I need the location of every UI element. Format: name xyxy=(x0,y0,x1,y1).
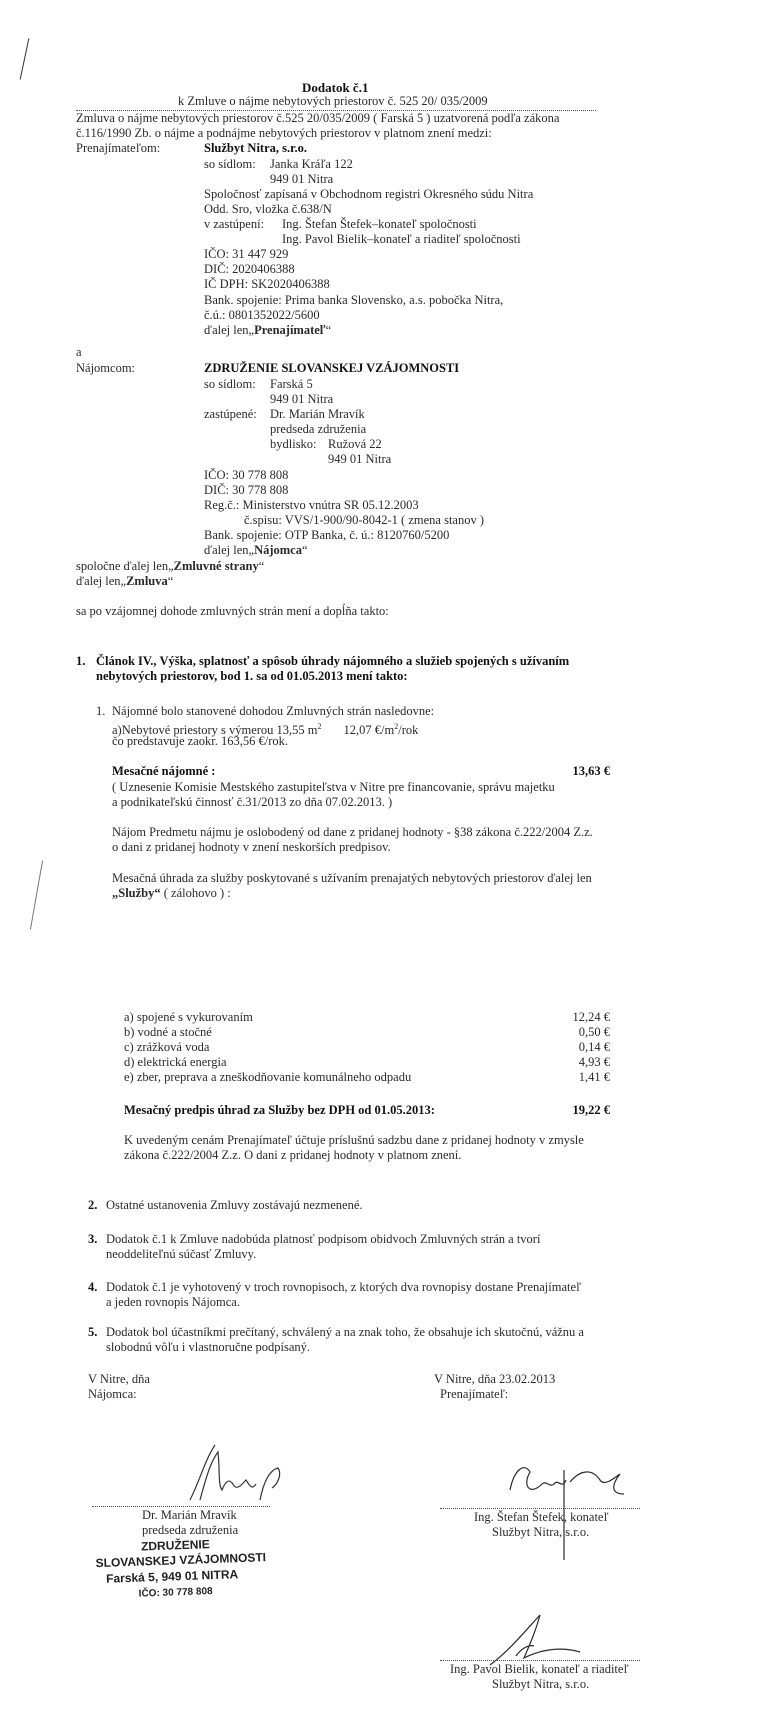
article-1-sub-number: 1. xyxy=(96,704,106,718)
landlord-signer-2-org: Službyt Nitra, s.r.o. xyxy=(492,1677,590,1691)
service-row: e) zber, preprava a zneškodňovanie komunálneho odpadu xyxy=(124,1070,412,1084)
landlord-dic: DIČ: 2020406388 xyxy=(204,262,295,276)
left-role: Nájomca: xyxy=(88,1387,137,1401)
price-note-1: K uvedeným cenám Prenajímateľ účtuje príslušnú sadzbu dane z pridanej hodnoty v zmysle xyxy=(124,1133,584,1147)
service-row: b) vodné a stočné xyxy=(124,1025,212,1039)
clause-number: 3. xyxy=(88,1232,98,1246)
intro-line-1: Zmluva o nájme nebytových priestorov č.525 20/035/2009 ( Farská 5 ) uzatvorená podľa zákona xyxy=(76,111,560,125)
landlord-signature-2 xyxy=(480,1610,600,1670)
parties-line-2: ďalej len„Zmluva“ xyxy=(76,574,174,588)
tenant-city: 949 01 Nitra xyxy=(270,392,334,406)
landlord-icdph: IČ DPH: SK2020406388 xyxy=(204,277,330,291)
landlord-registry-2: Odd. Sro, vložka č.638/N xyxy=(204,202,332,216)
tenant-rep-name: Dr. Marián Mravík xyxy=(270,407,365,421)
resolution-line-2: a podnikateľskú činnosť č.31/2013 zo dňa 07.02.2013. ) xyxy=(112,795,393,809)
landlord-street: Janka Kráľa 122 xyxy=(270,157,353,171)
tenant-signature-line xyxy=(92,1506,270,1507)
article-1-sub-line-2: a)Nebytové priestory s výmerou 13,55 $m^2$ 12,07 $€/m^2$/rok xyxy=(112,722,419,738)
landlord-bank-1: Bank. spojenie: Prima banka Slovensko, a.s. pobočka Nitra, xyxy=(204,293,504,307)
tenant-reg-2: č.spisu: VVS/1-900/90-8042-1 ( zmena stanov ) xyxy=(244,513,485,527)
service-row: a) spojené s vykurovaním xyxy=(124,1010,253,1024)
agreement-intro: sa po vzájomnej dohode zmluvných strán mení a dopĺňa takto: xyxy=(76,604,389,618)
monthly-rent-label: Mesačné nájomné : xyxy=(112,764,216,778)
intro-line-2: č.116/1990 Zb. o nájme a podnájme nebytových priestorov v platnom znení medzi: xyxy=(76,126,492,140)
and-word: a xyxy=(76,345,82,359)
service-row: d) elektrická energia xyxy=(124,1055,227,1069)
vat-line-2: o dani z pridanej hodnoty v znení neskorších predpisov. xyxy=(112,840,391,854)
tenant-role-label: Nájomcom: xyxy=(76,361,136,375)
clause-line: Dodatok č.1 je vyhotovený v troch rovnopisoch, z ktorých dva rovnopisy dostane Prenajímateľ xyxy=(106,1280,582,1294)
tenant-reg-1: Reg.č.: Ministerstvo vnútra SR 05.12.2003 xyxy=(204,498,419,512)
tenant-seat-label: so sídlom: xyxy=(204,377,256,391)
landlord-signature-2-line xyxy=(440,1660,640,1661)
left-place-date: V Nitre, dňa xyxy=(88,1372,150,1386)
landlord-ico: IČO: 31 447 929 xyxy=(204,247,289,261)
tenant-bank: Bank. spojenie: OTP Banka, č. ú.: 8120760/5200 xyxy=(204,528,450,542)
service-value: 12,24 € xyxy=(572,1010,610,1024)
clause-line: neoddeliteľnú súčasť Zmluvy. xyxy=(106,1247,257,1261)
article-1-heading-2: nebytových priestorov, bod 1. sa od 01.05.2013 mení takto: xyxy=(96,669,408,683)
right-place-date: V Nitre, dňa 23.02.2013 xyxy=(434,1372,556,1386)
tenant-name: ZDRUŽENIE SLOVANSKEJ VZÁJOMNOSTI xyxy=(204,361,460,375)
tenant-residence-label: bydlisko: xyxy=(270,437,317,451)
clause-number: 4. xyxy=(88,1280,98,1294)
service-value: 4,93 € xyxy=(578,1055,610,1069)
tenant-dic: DIČ: 30 778 808 xyxy=(204,483,289,497)
tenant-rep-label: zastúpené: xyxy=(204,407,257,421)
landlord-signer-2-name: Ing. Pavol Bielik, konateľ a riaditeľ xyxy=(450,1662,629,1676)
article-1-sub-line-1: Nájomné bolo stanovené dohodou Zmluvných strán nasledovne: xyxy=(112,704,435,718)
landlord-role-label: Prenajímateľom: xyxy=(76,141,161,155)
landlord-name: Službyt Nitra, s.r.o. xyxy=(204,141,308,155)
clause-line: Ostatné ustanovenia Zmluvy zostávajú nezmenené. xyxy=(106,1198,363,1212)
scan-mark-top-left xyxy=(20,38,30,79)
tenant-stamp: ZDRUŽENIE SLOVANSKEJ VZÁJOMNOSTI Farská 5, 949 01 NITRA IČO: 30 778 808 xyxy=(95,1537,267,1600)
document-title: Dodatok č.1 xyxy=(302,80,369,95)
tenant-street: Farská 5 xyxy=(270,377,313,391)
tenant-ico: IČO: 30 778 808 xyxy=(204,468,289,482)
landlord-signature-1-line xyxy=(440,1508,640,1509)
resolution-line-1: ( Uznesenie Komisie Mestského zastupiteľstva v Nitre pre financovanie, správu majetku xyxy=(112,780,555,794)
tenant-rep-role: predseda združenia xyxy=(270,422,367,436)
service-value: 1,41 € xyxy=(578,1070,610,1084)
services-total-label: Mesačný predpis úhrad za Služby bez DPH od 01.05.2013: xyxy=(124,1103,435,1117)
landlord-rep-2: Ing. Pavol Bielik–konateľ a riaditeľ spoločnosti xyxy=(282,232,521,246)
landlord-signer-1-org: Službyt Nitra, s.r.o. xyxy=(492,1525,590,1539)
tenant-residence-city: 949 01 Nitra xyxy=(328,452,392,466)
tenant-residence-street: Ružová 22 xyxy=(328,437,382,451)
landlord-rep-1: Ing. Štefan Štefek–konateľ spoločnosti xyxy=(282,217,477,231)
article-1-number: 1. xyxy=(76,654,86,668)
services-total-value: 19,22 € xyxy=(572,1103,610,1117)
price-note-2: zákona č.222/2004 Z.z. O dani z pridanej hodnoty v platnom znení. xyxy=(124,1148,462,1162)
right-role: Prenajímateľ: xyxy=(440,1387,509,1401)
tenant-signature xyxy=(160,1440,290,1510)
service-row: c) zrážková voda xyxy=(124,1040,210,1054)
article-1-heading-1: Článok IV., Výška, splatnosť a spôsob úhrady nájomného a služieb spojených s užívaním xyxy=(96,654,570,668)
parties-line-1: spoločne ďalej len„Zmluvné strany“ xyxy=(76,559,265,573)
monthly-rent-value: 13,63 € xyxy=(572,764,610,778)
scan-mark-mid-left xyxy=(30,860,43,929)
document-subtitle: k Zmluve o nájme nebytových priestorov č. 525 20/ 035/2009 xyxy=(178,94,488,108)
service-value: 0,14 € xyxy=(578,1040,610,1054)
services-line-2: „Služby“ ( zálohovo ) : xyxy=(112,886,231,900)
landlord-signature-1 xyxy=(500,1450,640,1560)
clause-line: Dodatok č.1 k Zmluve nadobúda platnosť podpisom obidvoch Zmluvných strán a tvorí xyxy=(106,1232,541,1246)
landlord-rep-label: v zastúpení: xyxy=(204,217,265,231)
vat-line-1: Nájom Predmetu nájmu je oslobodený od dane z pridanej hodnoty - §38 zákona č.222/2004 Z.z. xyxy=(112,825,593,839)
tenant-alias: ďalej len„Nájomca“ xyxy=(204,543,308,557)
clause-line: slobodnú vôľu i vlastnoručne podpísaný. xyxy=(106,1340,311,1354)
clause-line: a jeden rovnopis Nájomca. xyxy=(106,1295,240,1309)
landlord-registry-1: Spoločnosť zapísaná v Obchodnom registri Okresného súdu Nitra xyxy=(204,187,534,201)
clause-line: Dodatok bol účastníkmi prečítaný, schválený a na znak toho, že obsahuje ich skutočnú, vážnu a xyxy=(106,1325,584,1339)
clause-number: 5. xyxy=(88,1325,98,1339)
landlord-seat-label: so sídlom: xyxy=(204,157,256,171)
service-value: 0,50 € xyxy=(578,1025,610,1039)
tenant-signer-name: Dr. Marián Mravík xyxy=(142,1508,237,1522)
landlord-signer-1-name: Ing. Štefan Štefek, konateľ xyxy=(474,1510,609,1524)
article-1-sub-line-3: čo predstavuje zaokr. 163,56 €/rok. xyxy=(112,734,288,748)
clause-number: 2. xyxy=(88,1198,98,1212)
services-line-1: Mesačná úhrada za služby poskytované s užívaním prenajatých nebytových priestorov ďalej len xyxy=(112,871,592,885)
landlord-city: 949 01 Nitra xyxy=(270,172,334,186)
landlord-bank-2: č.ú.: 0801352022/5600 xyxy=(204,308,320,322)
tenant-signer-title: predseda združenia xyxy=(142,1523,239,1537)
landlord-alias: ďalej len„Prenajímateľ“ xyxy=(204,323,332,337)
